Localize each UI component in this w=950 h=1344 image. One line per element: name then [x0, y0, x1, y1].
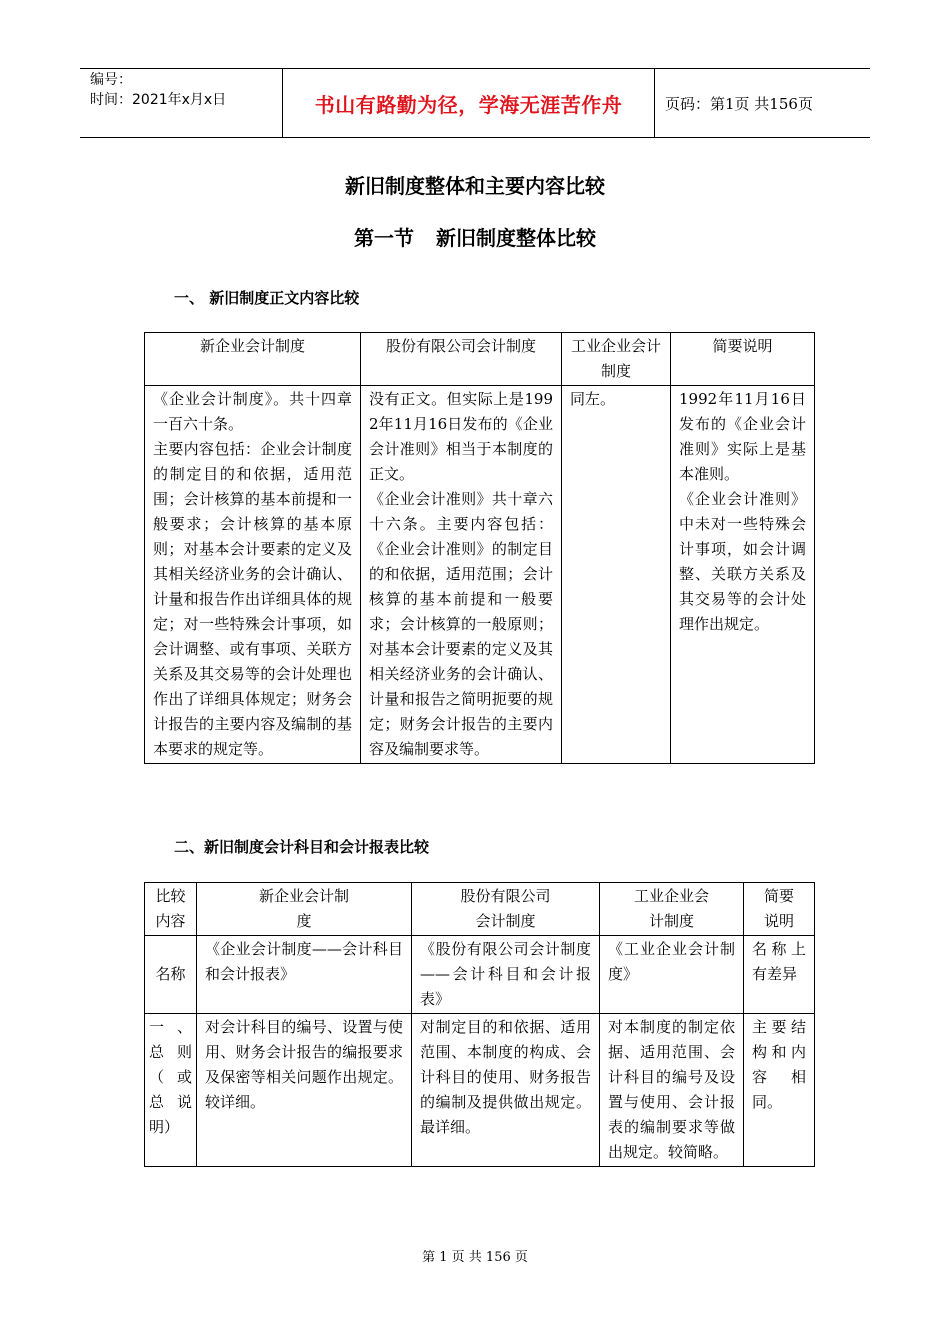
table-cell: 《股份有限公司会计制度——会计科目和会计报表》 — [412, 936, 600, 1014]
table-header-row — [145, 333, 815, 386]
page-footer: 第 1 页 共 156 页 — [422, 1250, 528, 1265]
table-row — [145, 386, 815, 764]
section-title — [0, 222, 950, 251]
section2-heading: 二、新旧制度会计科目和会计报表比较 — [174, 838, 430, 856]
table-row — [145, 1014, 815, 1167]
col-header: 工业企业会计制度 — [600, 883, 744, 936]
table-cell: 对制定目的和依据、适用范围、本制度的构成、会计科目的使用、财务报告的编制及提供做出规定。最详细。 — [412, 1014, 600, 1167]
table-row — [145, 936, 815, 1014]
table-cell: 一、总则（或总说明） — [145, 1014, 197, 1167]
col-header: 股份有限公司会计制度 — [361, 333, 562, 386]
table-cell: 1992年11月16日发布的《企业会计准则》实际上是基本准则。 《企业会计准则》中未对一些特殊会计事项，如会计调整、关联方关系及其交易等的会计处理作出规定。 — [671, 386, 815, 764]
comparison-table-1 — [144, 332, 815, 764]
section-title-prefix: 第一节 — [354, 226, 414, 250]
table-cell: 《企业会计制度——会计科目和会计报表》 — [197, 936, 412, 1014]
col-header: 新企业会计制度 — [197, 883, 412, 936]
document-title: 新旧制度整体和主要内容比较 — [345, 174, 605, 198]
table-cell: 名称上有差异 — [744, 936, 815, 1014]
table-cell: 名称 — [145, 936, 197, 1014]
col-header: 股份有限公司会计制度 — [412, 883, 600, 936]
col-header: 简要说明 — [744, 883, 815, 936]
table-cell: 对本制度的制定依据、适用范围、会计科目的编号及设置与使用、会计报表的编制要求等做出规定。较简略。 — [600, 1014, 744, 1167]
document-header — [80, 68, 870, 138]
section-title-main: 新旧制度整体比较 — [436, 226, 596, 250]
col-header: 新企业会计制度 — [145, 333, 361, 386]
table-cell: 主要结构和内容相同。 — [744, 1014, 815, 1167]
table-cell: 《工业企业会计制度》 — [600, 936, 744, 1014]
table-cell: 对会计科目的编号、设置与使用、财务会计报告的编报要求及保密等相关问题作出规定。较详细。 — [197, 1014, 412, 1167]
table-header-row — [145, 883, 815, 936]
number-label: 编号： — [90, 72, 132, 88]
table-cell: 《企业会计制度》。共十四章一百六十条。 主要内容包括：企业会计制度的制定目的和依据，适用范围；会计核算的基本前提和一般要求；会计核算的基本原则；对基本会计要素的定义及其相关经济业务的会计确认、计量和报告作出详细具体的规定；对一些特殊会计事项，如会计调整、或有事项、关联方关系及其交易等的会计处理也作出了详细具体规定；财务会计报告的主要内容及编制的基本要求的规定等。 — [145, 386, 361, 764]
header-motto: 书山有路勤为径，学海无涯苦作舟 — [283, 69, 655, 137]
table-cell: 同左。 — [562, 386, 671, 764]
time-label: 时间：2021年x月x日 — [90, 92, 227, 108]
table-cell: 没有正文。但实际上是1992年11月16日发布的《企业会计准则》相当于本制度的正文。 《企业会计准则》共十章六十六条。主要内容包括：《企业会计准则》的制定目的和依据，适用范围；会计核算的基本前提和一般要求；会计核算的一般原则；对基本会计要素的定义及其相关经济业务的会计确认、计量和报告之简明扼要的规定；财务会计报告的主要内容及编制要求等。 — [361, 386, 562, 764]
header-meta — [80, 69, 283, 138]
section1-heading: 一、 新旧制度正文内容比较 — [174, 289, 360, 307]
comparison-table-2 — [144, 882, 815, 1167]
col-header: 工业企业会计制度 — [562, 333, 671, 386]
header-page-info: 页码：第1页 共156页 — [665, 94, 813, 113]
col-header: 比较内容 — [145, 883, 197, 936]
col-header: 简要说明 — [671, 333, 815, 386]
